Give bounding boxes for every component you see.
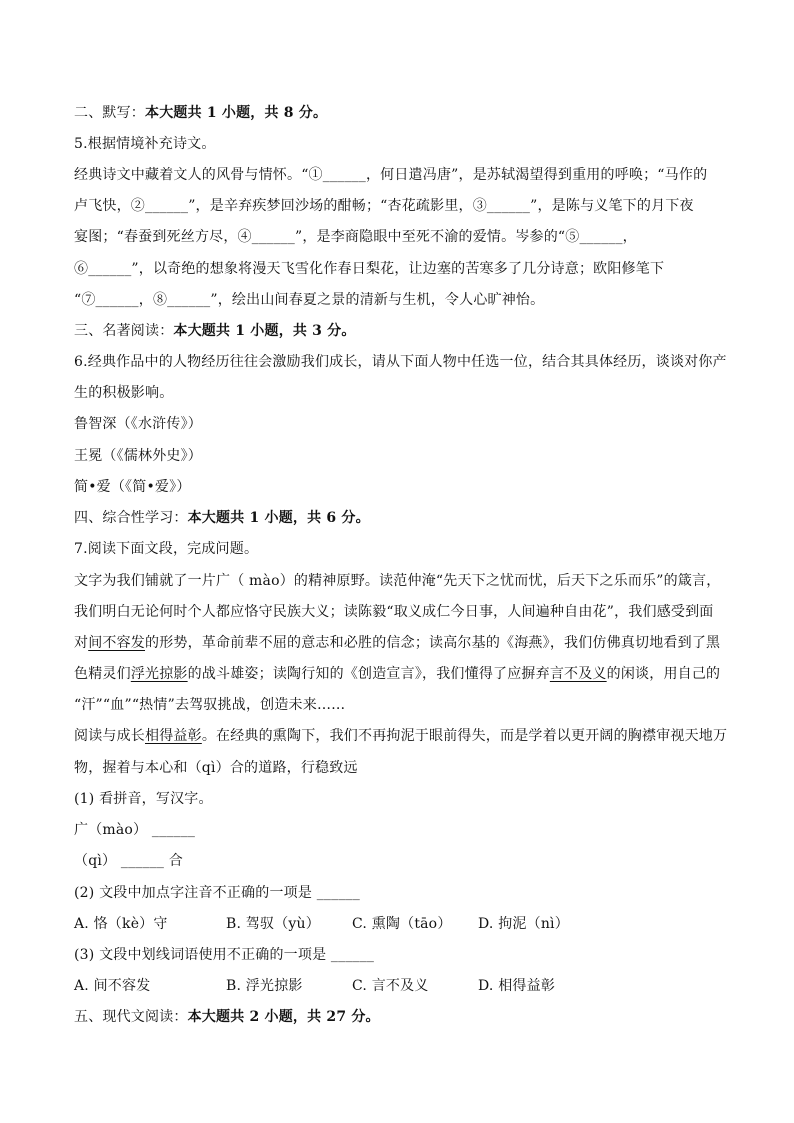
question-6-stem: 6.经典作品中的人物经历往往会激励我们成长，请从下面人物中任选一位，结合其具体经历，谈谈对你产 xyxy=(74,354,727,370)
text-segment: 的闲谈，用自己的 xyxy=(606,666,721,682)
subquestion-1: (1) 看拼音，写汉字。 xyxy=(74,791,213,807)
question-7-stem: 7.阅读下面文段，完成问题。 xyxy=(74,541,259,557)
option-a: A. 恪（kè）守 xyxy=(74,916,168,932)
section-3-info: 本大题共 1 小题，共 3 分。 xyxy=(173,323,356,339)
question-5-passage-line: “⑦______，⑧______”，绘出山间春夏之景的清新与生机，令人心旷神怡。 xyxy=(74,292,545,308)
text-segment: 色精灵们 xyxy=(74,666,131,682)
option-b: B. 浮光掠影 xyxy=(226,978,303,994)
subquestion-3: (3) 文段中划线词语使用不正确的一项是 ______ xyxy=(74,947,375,963)
text-segment: 的形势，革命前辈不屈的意志和必胜的信念；读高尔基的《海燕》，我们仿佛真切地看到了黑 xyxy=(145,635,721,651)
question-5-passage-line: ⑥______”，以奇绝的想象将漫天飞雪化作春日梨花，让边塞的苦寒多了几分诗意；欧阳修笔下 xyxy=(74,261,665,277)
section-4-heading xyxy=(74,508,734,528)
subquestion-2: (2) 文段中加点字注音不正确的一项是 ______ xyxy=(74,885,360,901)
underlined-term: 相得益彰 xyxy=(145,728,202,744)
passage-line: 文字为我们铺就了一片广（ mào）的精神原野。读范仲淹“先天下之忧而忧，后天下之乐而乐”的箴言， xyxy=(74,573,721,589)
character-option: 鲁智深（《水浒传》） xyxy=(74,416,202,432)
text-segment: 阅读与成长 xyxy=(74,728,145,744)
underlined-term: 间不容发 xyxy=(88,635,146,651)
passage-line: 我们明白无论何时个人都应恪守民族大义；读陈毅“取义成仁今日事，人间遍种自由花”，我们感受到面 xyxy=(74,604,714,620)
question-5-passage-line: 宴图；“春蚕到死丝方尽，④______”，是李商隐眼中至死不渝的爱情。岑参的“⑤______， xyxy=(74,229,637,245)
text-segment: 的战斗雄姿；读陶行知的《创造宣言》，我们懂得了应摒弃 xyxy=(187,666,550,682)
option-c: C. 言不及义 xyxy=(352,978,429,994)
passage-line xyxy=(74,726,734,746)
subquestion-1-blank: （qì） ______ 合 xyxy=(74,853,183,869)
question-5-stem: 5.根据情境补充诗文。 xyxy=(74,136,216,152)
underlined-term: 浮光掠影 xyxy=(130,666,188,682)
question-5-passage-line: 经典诗文中藏着文人的风骨与情怀。“①______，何日遣冯唐”，是苏轼渴望得到重用的呼唤；“马作的 xyxy=(74,167,708,183)
option-c: C. 熏陶（tāo） xyxy=(352,916,452,932)
question-5-passage-line: 卢飞快，②______”，是辛弃疾梦回沙场的酣畅；“杏花疏影里，③______”，是陈与义笔下的月下夜 xyxy=(74,198,694,214)
passage-line: 物，握着与本心和（qì）合的道路，行稳致远 xyxy=(74,760,358,776)
passage-line xyxy=(74,633,734,653)
question-6-stem: 生的积极影响。 xyxy=(74,385,174,401)
subquestion-1-blank: 广（mào） ______ xyxy=(74,822,196,838)
option-a: A. 间不容发 xyxy=(74,978,151,994)
text-segment: 对 xyxy=(74,635,89,651)
section-4-number: 四、综合性学习： xyxy=(74,510,188,526)
section-5-number: 五、现代文阅读： xyxy=(74,1009,188,1025)
option-d: D. 相得益彰 xyxy=(478,978,556,994)
section-3-heading xyxy=(74,321,734,341)
section-4-info: 本大题共 1 小题，共 6 分。 xyxy=(187,510,370,526)
character-option: 简•爱（《简•爱》） xyxy=(74,479,191,495)
section-5-heading xyxy=(74,1007,734,1027)
section-3-number: 三、名著阅读： xyxy=(74,323,174,339)
option-b: B. 驾驭（yù） xyxy=(226,916,320,932)
section-2-heading xyxy=(74,103,734,123)
section-5-info: 本大题共 2 小题，共 27 分。 xyxy=(187,1009,380,1025)
text-segment: 。在经典的熏陶下，我们不再拘泥于眼前得失，而是学着以更开阔的胸襟审视天地万 xyxy=(201,728,728,744)
passage-line: “汗”“血”“热情”去驾驭挑战，创造未来…… xyxy=(74,697,346,713)
passage-line xyxy=(74,664,734,684)
underlined-term: 言不及义 xyxy=(549,666,607,682)
section-2-number: 二、默写： xyxy=(74,105,145,121)
section-2-info: 本大题共 1 小题，共 8 分。 xyxy=(145,105,328,121)
character-option: 王冕（《儒林外史》） xyxy=(74,448,202,464)
option-d: D. 拘泥（nì） xyxy=(478,916,569,932)
